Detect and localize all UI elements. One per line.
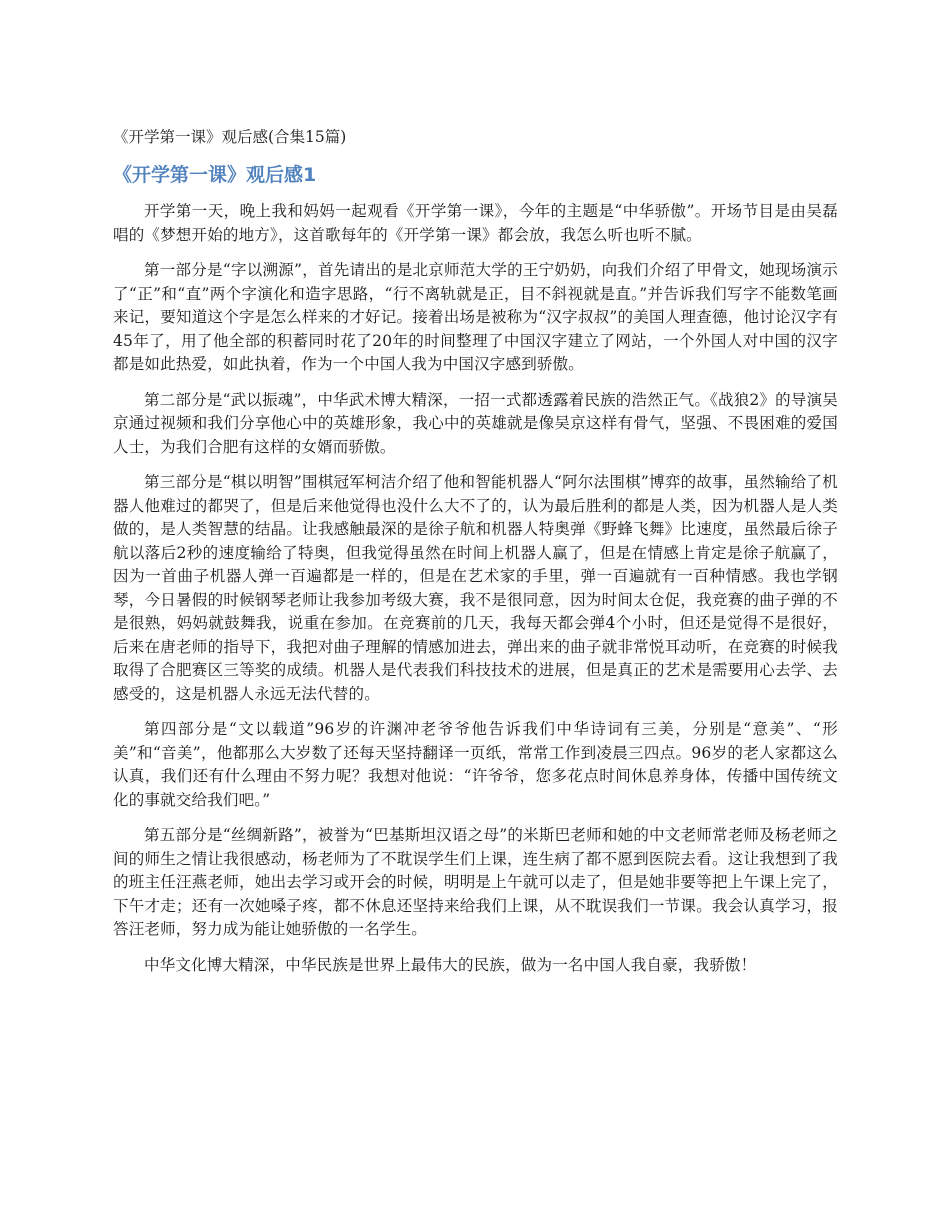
paragraph-part-four: 第四部分是“文以载道”96岁的许渊冲老爷爷他告诉我们中华诗词有三美，分别是“意美”、“形美”和“音美”，他都那么大岁数了还每天坚持翻译一页纸，常常工作到凌晨三四点。96岁的老人家都这么认真，我们还有什么理由不努力呢？我想对他说：“许爷爷，您多花点时间休息养身体，传播中国传统文化的事就交给我们吧。” xyxy=(113,720,838,809)
paragraph-conclusion: 中华文化博大精深，中华民族是世界上最伟大的民族，做为一名中国人我自豪，我骄傲！ xyxy=(144,955,757,974)
paragraph-part-three: 第三部分是“棋以明智”围棋冠军柯洁介绍了他和智能机器人“阿尔法围棋”博弈的故事，虽然输给了机器人他难过的都哭了，但是后来他觉得也没什么大不了的，认为最后胜利的都是人类，因为机器人是人类做的，是人类智慧的结晶。让我感触最深的是徐子航和机器人特奥弹《野蜂飞舞》比速度，虽然最后徐子航以落后2秒的速度输给了特奥，但我觉得虽然在时间上机器人赢了，但是在情感上肯定是徐子航赢了，因为一首曲子机器人弹一百遍都是一样的，但是在艺术家的手里，弹一百遍就有一百种情感。我也学钢琴，今日暑假的时候钢琴老师让我参加考级大赛，我不是很同意，因为时间太仓促，我竞赛的曲子弹的不是很熟，妈妈就鼓舞我，说重在参加。在竞赛前的几天，我每天都会弹4个小时，但还是觉得不是很好，后来在唐老师的指导下，我把对曲子理解的情感加进去，弹出来的曲子就非常悦耳动听，在竞赛的时候我取得了合肥赛区三等奖的成绩。机器人是代表我们科技技术的进展，但是真正的艺术是需要用心去学、去感受的，这是机器人永远无法代替的。 xyxy=(113,473,838,703)
document-page xyxy=(113,126,838,989)
paragraph-intro: 开学第一天，晚上我和妈妈一起观看《开学第一课》，今年的主题是“中华骄傲”。开场节目是由吴磊唱的《梦想开始的地方》，这首歌每年的《开学第一课》都会放，我怎么听也听不腻。 xyxy=(113,202,838,244)
section-heading: 《开学第一课》观后感1 xyxy=(113,164,317,186)
document-title: 《开学第一课》观后感(合集15篇) xyxy=(113,128,347,146)
paragraph-part-one: 第一部分是“字以溯源”，首先请出的是北京师范大学的王宁奶奶，向我们介绍了甲骨文，她现场演示了“正”和“直”两个字演化和造字思路，“行不离轨就是正，目不斜视就是直。”并告诉我们写字不能数笔画来记，要知道这个字是怎么样来的才好记。接着出场是被称为“汉字叔叔”的美国人理查德，他讨论汉字有45年了，用了他全部的积蓄同时花了20年的时间整理了中国汉字建立了网站，一个外国人对中国的汉字都是如此热爱，如此执着，作为一个中国人我为中国汉字感到骄傲。 xyxy=(113,261,838,373)
paragraph-part-five: 第五部分是“丝绸新路”，被誉为“巴基斯坦汉语之母”的米斯巴老师和她的中文老师常老师及杨老师之间的师生之情让我很感动，杨老师为了不耽误学生们上课，连生病了都不愿到医院去看。这让我想到了我的班主任汪燕老师，她出去学习或开会的时候，明明是上午就可以走了，但是她非要等把上午课上完了，下午才走；还有一次她嗓子疼，都不休息还坚持来给我们上课，从不耽误我们一节课。我会认真学习，报答汪老师，努力成为能让她骄傲的一名学生。 xyxy=(113,826,838,938)
paragraph-part-two: 第二部分是“武以振魂”，中华武术博大精深，一招一式都透露着民族的浩然正气。《战狼2》的导演吴京通过视频和我们分享他心中的英雄形象，我心中的英雄就是像吴京这样有骨气，坚强、不畏困难的爱国人士，为我们合肥有这样的女婿而骄傲。 xyxy=(113,390,838,456)
